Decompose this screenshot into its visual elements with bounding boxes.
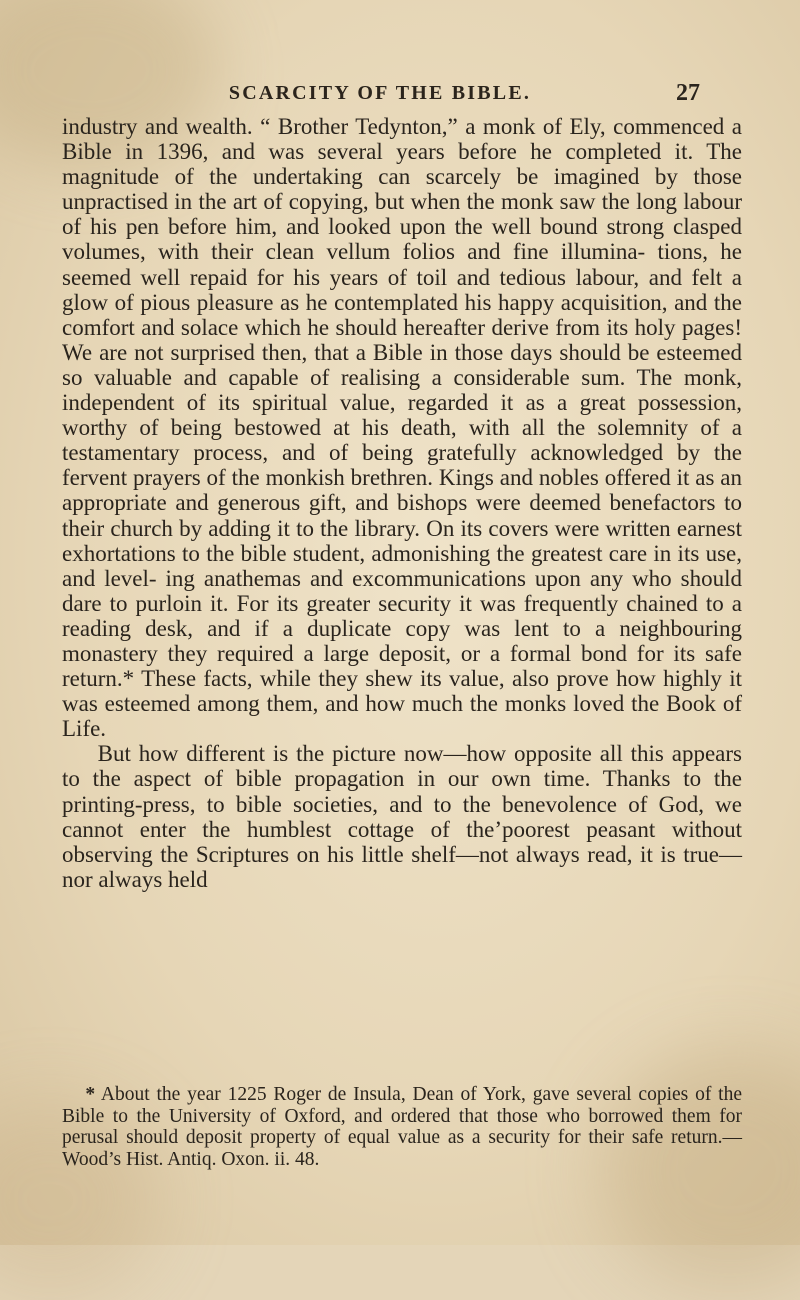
footnote xyxy=(62,1084,742,1170)
paragraph: industry and wealth. “ Brother Tedynton,” a monk of Ely, commenced a Bible in 1396, and was several years before he completed it. The magnitude of the undertaking can scarcely be imagined by those unpractised in the art of copying, but when the monk saw the long labour of his pen before him, and looked upon the well bound strong clasped volumes, with their clean vellum folios and fine illumina- tions, he seemed well repaid for his years of toil and tedious labour, and felt a glow of pious pleasure as he contemplated his happy acquisition, and the comfort and solace which he should hereafter derive from its holy pages! We are not surprised then, that a Bible in those days should be esteemed so valuable and capable of realising a considerable sum. The monk, independent of its spiritual value, regarded it as a great possession, worthy of being bestowed at his death, with all the solemnity of a testamentary process, and of being gratefully acknowledged by the fervent prayers of the monkish brethren. Kings and nobles offered it as an appropriate and generous gift, and bishops were deemed benefactors to their church by adding it to the library. On its covers were written earnest exhortations to the bible student, admonishing the greatest care in its use, and level- ing anathemas and excommunications upon any who should dare to purloin it. For its greater security it was frequently chained to a reading desk, and if a duplicate copy was lent to a neighbouring monastery they required a large deposit, or a formal bond for its safe return.* These facts, while they shew its value, also prove how highly it was esteemed among them, and how much the monks loved the Book of Life. xyxy=(62,114,742,742)
paragraph: But how different is the picture now—how opposite all this appears to the aspect of bible propagation in our own time. Thanks to the printing-press, to bible societies, and to the benevolence of God, we cannot enter the humblest cottage of the’poorest peasant without observing the Scriptures on his little shelf—not always read, it is true—nor always held xyxy=(62,741,742,892)
running-head: SCARCITY OF THE BIBLE. xyxy=(228,82,532,104)
footnote-marker: * xyxy=(85,1084,96,1105)
body-text xyxy=(62,114,742,892)
page-header xyxy=(60,82,700,112)
page-number: 27 xyxy=(676,80,700,106)
footnote-text: About the year 1225 Roger de Insula, Dean of York, gave several copies of the Bible to the University of Oxford, and ordered that those who borrowed them for perusal should deposit property of equal value as a security for their safe return.—Wood’s Hist. Antiq. Oxon. ii. 48. xyxy=(62,1084,742,1170)
